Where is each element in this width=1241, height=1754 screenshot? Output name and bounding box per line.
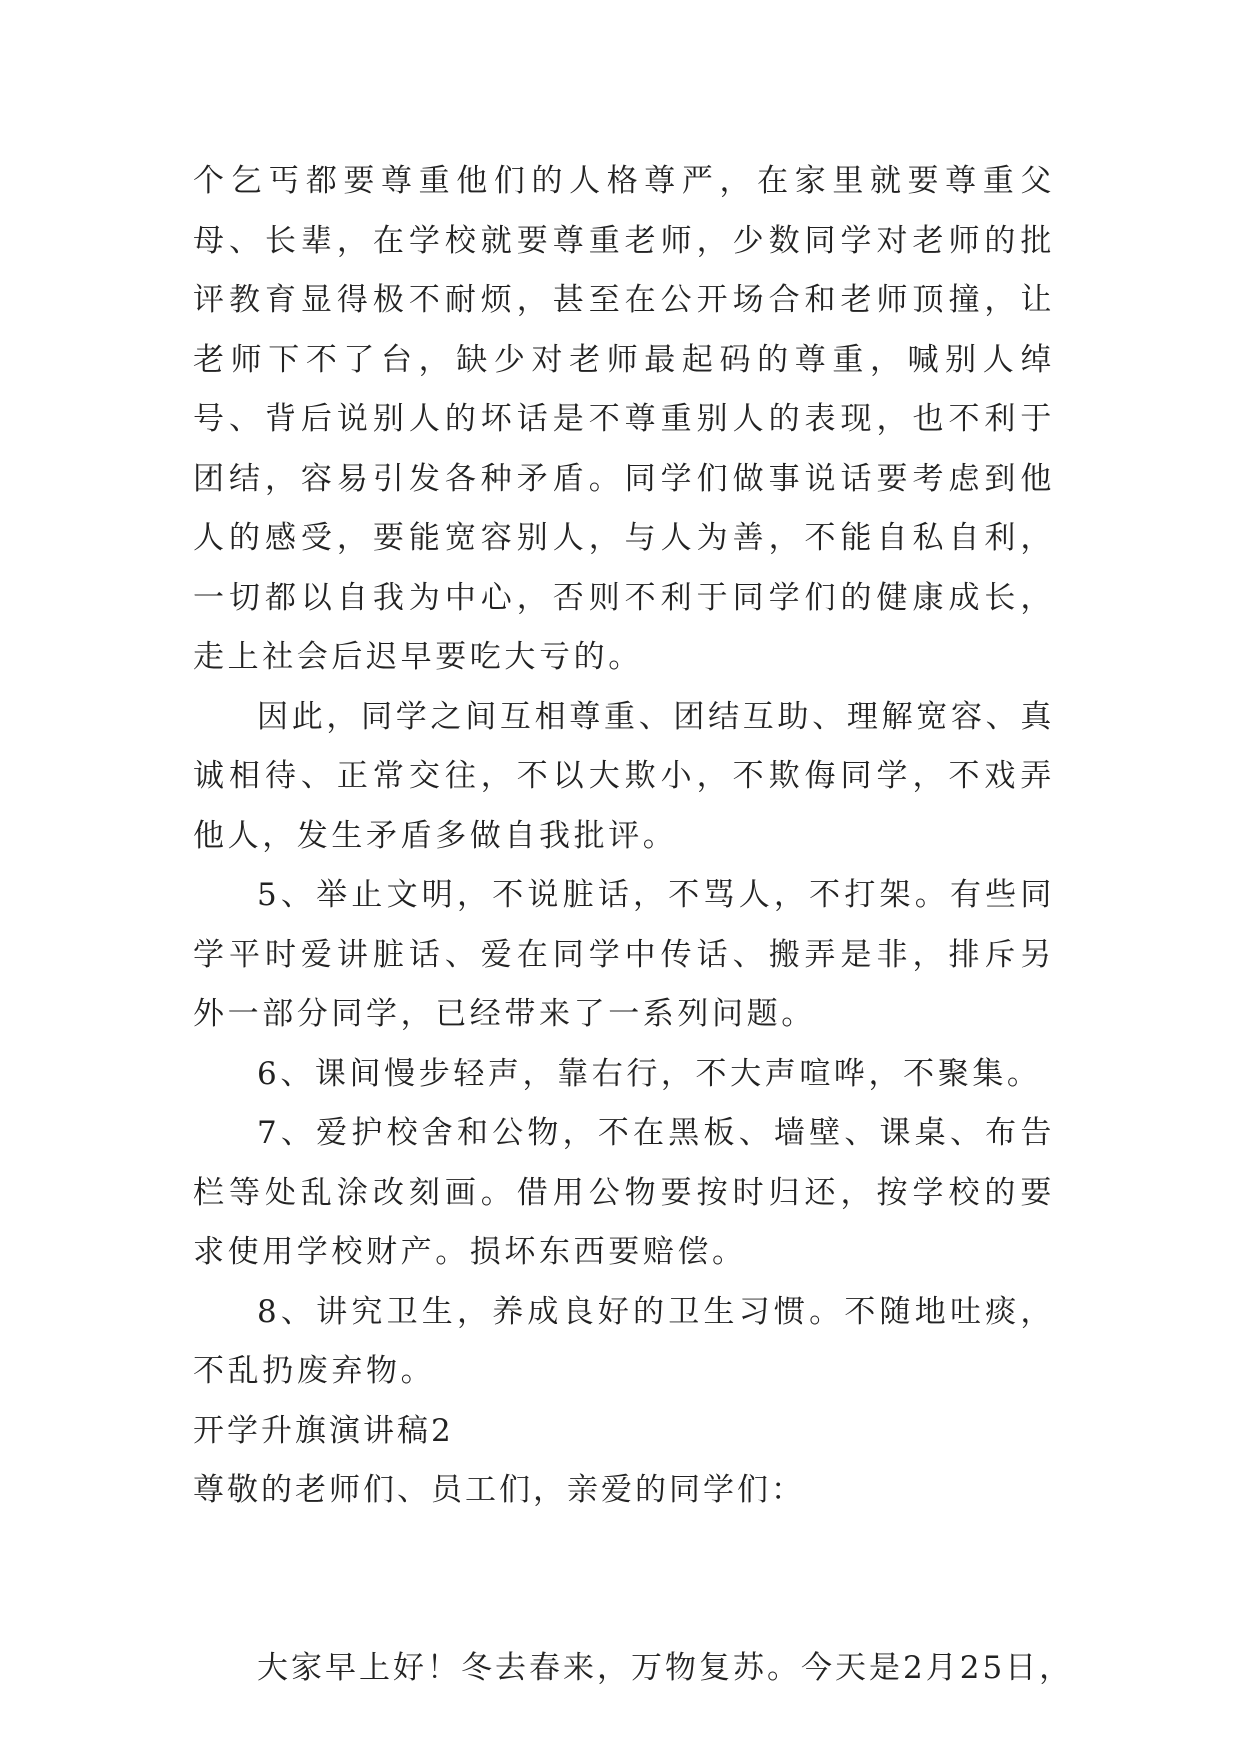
opening-line: 大家早上好！冬去春来，万物复苏。今天是2月25日， (257, 1649, 1074, 1686)
section-heading: 开学升旗演讲稿2 (193, 1412, 454, 1449)
salutation: 尊敬的老师们、员工们，亲爱的同学们： (193, 1472, 805, 1508)
paragraph-rule-7: 7、爱护校舍和公物，不在黑板、墙壁、课桌、布告栏等处乱涂改刻画。借用公物要按时归还，按学校的要求使用学校财产。损坏东西要赔偿。 (193, 1115, 1055, 1270)
blank-space (193, 1521, 1055, 1639)
paragraph-rule-5: 5、举止文明，不说脏话，不骂人，不打架。有些同学平时爱讲脏话、爱在同学中传话、搬弄是非，排斥另外一部分同学，已经带来了一系列问题。 (193, 877, 1055, 1032)
paragraph-rule-6: 6、课间慢步轻声，靠右行，不大声喧哗，不聚集。 (257, 1055, 1042, 1092)
document-body (193, 152, 1074, 1698)
paragraph-rule-8: 8、讲究卫生，养成良好的卫生习惯。不随地吐痰，不乱扔废弃物。 (193, 1293, 1055, 1389)
paragraph-mutual-respect: 因此，同学之间互相尊重、团结互助、理解宽容、真诚相待、正常交往，不以大欺小，不欺侮同学，不戏弄他人，发生矛盾多做自我批评。 (193, 698, 1055, 854)
paragraph-respect-others: 个乞丐都要尊重他们的人格尊严，在家里就要尊重父母、长辈，在学校就要尊重老师，少数同学对老师的批评教育显得极不耐烦，甚至在公开场合和老师顶撞，让老师下不了台，缺少对老师最起码的尊重，喊别人绰号、背后说别人的坏话是不尊重别人的表现，也不利于团结，容易引发各种矛盾。同学们做事说话要考虑到他人的感受，要能宽容别人，与人为善，不能自私自利，一切都以自我为中心，否则不利于同学们的健康成长，走上社会后迟早要吃大亏的。 (193, 163, 1055, 675)
